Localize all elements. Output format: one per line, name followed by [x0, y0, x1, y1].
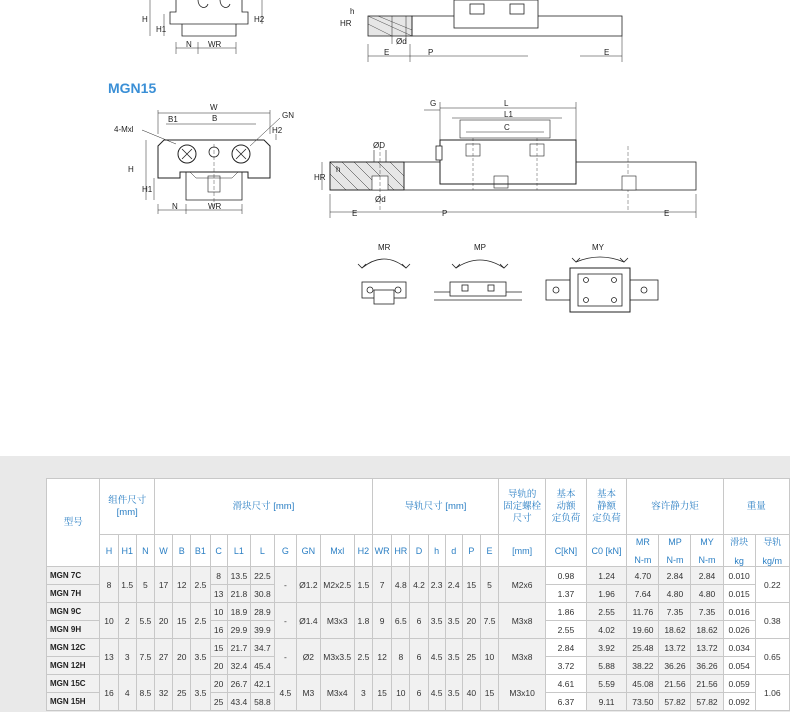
cell-c0kn: 5.59: [586, 675, 627, 693]
cell-ckn: 1.37: [546, 585, 587, 603]
subheader-moment-unit: N-m: [698, 554, 716, 565]
cell-ckn: 2.55: [546, 621, 587, 639]
cell-c: 13: [210, 585, 227, 603]
header-assembly: 组件尺寸 [mm]: [100, 479, 155, 535]
cell-model: MGN 9H: [47, 621, 100, 639]
label-MR: MR: [378, 243, 391, 252]
cell-c: 8: [210, 567, 227, 585]
cell-b1: 3.5: [191, 675, 210, 711]
cell-c: 25: [210, 693, 227, 711]
label-d: Ød: [375, 195, 386, 204]
cell-blk: 0.026: [723, 621, 755, 639]
header-rail: 导轨尺寸 [mm]: [373, 479, 499, 535]
cell-c: 16: [210, 621, 227, 639]
cell-gn: Ø1.4: [297, 603, 321, 639]
cell-hr: 10: [392, 675, 410, 711]
header-moment: 容许静力矩: [627, 479, 723, 535]
subheader-block-6: G: [274, 535, 296, 567]
moment-diagram-mr: [358, 243, 410, 304]
cell-mxl: M3x3: [320, 603, 354, 639]
spec-table-body: [47, 567, 790, 711]
cell-c0kn: 1.24: [586, 567, 627, 585]
cell-w: 32: [154, 675, 172, 711]
cell-l: 45.4: [251, 657, 275, 675]
cell-c: 20: [210, 675, 227, 693]
subheader-row: [47, 535, 790, 567]
cell-ckn: 2.84: [546, 639, 587, 657]
label-N: N: [172, 202, 178, 211]
cell-d: 4.2: [410, 567, 428, 603]
cell-w: 17: [154, 567, 172, 603]
label-C: C: [504, 123, 510, 132]
cell-mr: 73.50: [627, 693, 659, 711]
cell-c: 20: [210, 657, 227, 675]
cell-h: 13: [100, 639, 118, 675]
cell-h: 4.5: [428, 675, 445, 711]
cell-my: 18.62: [691, 621, 723, 639]
cell-mr: 7.64: [627, 585, 659, 603]
cell-ckn: 4.61: [546, 675, 587, 693]
cell-h: 10: [100, 603, 118, 639]
cell-mp: 36.26: [659, 657, 691, 675]
cell-p: 40: [462, 675, 480, 711]
cell-mp: 7.35: [659, 603, 691, 621]
subheader-block-1: B: [173, 535, 191, 567]
cell-h1: 3: [118, 639, 136, 675]
subheader-moment-2: [691, 535, 723, 567]
label-G: G: [430, 99, 437, 108]
spec-table: [46, 478, 790, 711]
cell-n: 8.5: [136, 675, 154, 711]
label-E-left: E: [352, 209, 358, 218]
cell-my: 13.72: [691, 639, 723, 657]
cell-mp: 21.56: [659, 675, 691, 693]
subheader-rail-6: E: [480, 535, 498, 567]
cell-ckn: 3.72: [546, 657, 587, 675]
cell-mxl: M2x2.5: [320, 567, 354, 603]
cell-l1: 21.8: [227, 585, 251, 603]
cell-p: 20: [462, 603, 480, 639]
label-h: h: [350, 7, 355, 16]
subheader-moment-label: MP: [668, 536, 682, 547]
section-title-mgn15: MGN15: [108, 80, 157, 96]
cell-p: 25: [462, 639, 480, 675]
cell-mp: 2.84: [659, 567, 691, 585]
label-L: L: [504, 99, 509, 108]
cell-bolt: M2x6: [499, 567, 546, 603]
cell-n: 7.5: [136, 639, 154, 675]
label-H: H: [142, 15, 148, 24]
subheader-rail-bolt-unit: [mm]: [499, 535, 546, 567]
cell-l: 42.1: [251, 675, 275, 693]
cell-c0kn: 3.92: [586, 639, 627, 657]
label-D: ØD: [373, 141, 385, 150]
cell-b: 15: [173, 603, 191, 639]
cell-bolt: M3x10: [499, 675, 546, 711]
cell-l1: 43.4: [227, 693, 251, 711]
label-WR: WR: [208, 40, 222, 49]
cell-rail-weight: 0.38: [755, 603, 789, 639]
label-d: Ød: [396, 37, 407, 46]
cell-b1: 2.5: [191, 603, 210, 639]
cell-l: 58.8: [251, 693, 275, 711]
label-MP: MP: [474, 243, 486, 252]
cell-g: -: [274, 567, 296, 603]
cell-wr: 7: [373, 567, 392, 603]
cell-ckn: 0.98: [546, 567, 587, 585]
cell-h2: 1.8: [354, 603, 372, 639]
cell-mp: 18.62: [659, 621, 691, 639]
cell-mr: 4.70: [627, 567, 659, 585]
cell-c: 10: [210, 603, 227, 621]
label-P: P: [428, 48, 434, 57]
label-W: W: [210, 103, 218, 112]
cell-wr: 9: [373, 603, 392, 639]
top-front-view: [142, 0, 265, 54]
cell-l1: 21.7: [227, 639, 251, 657]
cell-h2: 1.5: [354, 567, 372, 603]
cell-blk: 0.034: [723, 639, 755, 657]
cell-mr: 38.22: [627, 657, 659, 675]
subheader-rail-5: P: [462, 535, 480, 567]
moment-diagram-mp: [434, 243, 522, 300]
subheader-moment-label: MY: [700, 536, 714, 547]
cell-h: 4.5: [428, 639, 445, 675]
cell-h1: 2: [118, 603, 136, 639]
label-E-right: E: [604, 48, 610, 57]
cell-rail-weight: 1.06: [755, 675, 789, 711]
subheader-weight-unit: kg: [734, 556, 744, 566]
subheader-weight-unit: kg/m: [762, 556, 783, 566]
subheader-block-7: GN: [297, 535, 321, 567]
cell-c0kn: 2.55: [586, 603, 627, 621]
cell-h: 16: [100, 675, 118, 711]
label-H1: H1: [142, 185, 153, 194]
cell-h1: 1.5: [118, 567, 136, 603]
subheader-block-5: L: [251, 535, 275, 567]
moment-diagram-my: [546, 243, 658, 312]
cell-mr: 11.76: [627, 603, 659, 621]
cell-blk: 0.010: [723, 567, 755, 585]
cell-p: 15: [462, 567, 480, 603]
cell-rail-weight: 0.65: [755, 639, 789, 675]
cell-mxl: M3x3.5: [320, 639, 354, 675]
cell-d: 6: [410, 675, 428, 711]
cell-my: 7.35: [691, 603, 723, 621]
cell-d: 6: [410, 603, 428, 639]
cell-mr: 45.08: [627, 675, 659, 693]
subheader-moment-label: MR: [635, 536, 650, 547]
cell-l1: 29.9: [227, 621, 251, 639]
cell-c0kn: 9.11: [586, 693, 627, 711]
cell-ckn: 1.86: [546, 603, 587, 621]
top-side-view: [340, 0, 622, 62]
label-H1: H1: [156, 25, 167, 34]
subheader-static-unit: C0 [kN]: [586, 535, 627, 567]
cell-gn: Ø1.2: [297, 567, 321, 603]
cell-l: 30.8: [251, 585, 275, 603]
cell-e: 7.5: [480, 603, 498, 639]
cell-wr: 15: [373, 675, 392, 711]
cell-l1: 13.5: [227, 567, 251, 585]
subheader-moment-unit: N-m: [666, 554, 684, 565]
label-MY: MY: [592, 243, 604, 252]
header-dynamic-load: 基本 动额 定负荷: [546, 479, 587, 535]
cell-d: 3.5: [445, 639, 462, 675]
cell-blk: 0.015: [723, 585, 755, 603]
subheader-moment-0: [627, 535, 659, 567]
cell-model: MGN 15C: [47, 675, 100, 693]
mgn15-side-view: [314, 99, 696, 218]
spec-table-panel: [0, 456, 790, 712]
subheader-block-3: C: [210, 535, 227, 567]
cell-g: -: [274, 639, 296, 675]
cell-c0kn: 4.02: [586, 621, 627, 639]
cell-mp: 4.80: [659, 585, 691, 603]
cell-model: MGN 7H: [47, 585, 100, 603]
cell-bolt: M3x8: [499, 639, 546, 675]
header-static-load: 基本 静额 定负荷: [586, 479, 627, 535]
subheader-weight-1: [755, 535, 789, 567]
subheader-block-4: L1: [227, 535, 251, 567]
cell-model: MGN 15H: [47, 693, 100, 711]
cell-g: -: [274, 603, 296, 639]
cell-my: 21.56: [691, 675, 723, 693]
label-H: H: [128, 165, 134, 174]
cell-blk: 0.016: [723, 603, 755, 621]
cell-my: 2.84: [691, 567, 723, 585]
cell-e: 10: [480, 639, 498, 675]
header-block: 滑块尺寸 [mm]: [154, 479, 372, 535]
subheader-block-0: W: [154, 535, 172, 567]
cell-my: 57.82: [691, 693, 723, 711]
cell-model: MGN 9C: [47, 603, 100, 621]
header-rail-bolt: 导轨的 固定螺栓 尺寸: [499, 479, 546, 535]
mgn15-front-view: [114, 103, 294, 214]
table-row: [47, 639, 790, 657]
subheader-assembly-1: H1: [118, 535, 136, 567]
cell-model: MGN 12C: [47, 639, 100, 657]
cell-b: 25: [173, 675, 191, 711]
label-E-left: E: [384, 48, 390, 57]
subheader-rail-0: WR: [373, 535, 392, 567]
cell-c0kn: 5.88: [586, 657, 627, 675]
table-row: [47, 567, 790, 585]
cell-blk: 0.092: [723, 693, 755, 711]
cell-hr: 8: [392, 639, 410, 675]
subheader-moment-unit: N-m: [634, 554, 652, 565]
cell-gn: Ø2: [297, 639, 321, 675]
cell-l: 22.5: [251, 567, 275, 585]
cell-h2: 3: [354, 675, 372, 711]
table-row: [47, 675, 790, 693]
cell-g: 4.5: [274, 675, 296, 711]
subheader-rail-2: D: [410, 535, 428, 567]
label-E-right: E: [664, 209, 670, 218]
subheader-assembly-2: N: [136, 535, 154, 567]
label-N: N: [186, 40, 192, 49]
cell-hr: 4.8: [392, 567, 410, 603]
subheader-block-9: H2: [354, 535, 372, 567]
cell-l: 28.9: [251, 603, 275, 621]
cell-mr: 19.60: [627, 621, 659, 639]
cell-my: 4.80: [691, 585, 723, 603]
cell-mp: 57.82: [659, 693, 691, 711]
cell-l1: 32.4: [227, 657, 251, 675]
subheader-weight-0: [723, 535, 755, 567]
cell-d: 3.5: [445, 603, 462, 639]
label-GN: GN: [282, 111, 294, 120]
header-model: 型号: [47, 479, 100, 567]
label-B: B: [212, 114, 218, 123]
label-Mxl: 4-Mxl: [114, 125, 134, 134]
label-B1: B1: [168, 115, 178, 124]
cell-n: 5: [136, 567, 154, 603]
cell-model: MGN 12H: [47, 657, 100, 675]
cell-hr: 6.5: [392, 603, 410, 639]
cell-blk: 0.054: [723, 657, 755, 675]
cell-l: 39.9: [251, 621, 275, 639]
cell-mp: 13.72: [659, 639, 691, 657]
cell-wr: 12: [373, 639, 392, 675]
label-H2: H2: [254, 15, 265, 24]
cell-c0kn: 1.96: [586, 585, 627, 603]
subheader-rail-1: HR: [392, 535, 410, 567]
label-HR: HR: [340, 19, 352, 28]
cell-l1: 18.9: [227, 603, 251, 621]
cell-blk: 0.059: [723, 675, 755, 693]
cell-my: 36.26: [691, 657, 723, 675]
subheader-assembly-0: H: [100, 535, 118, 567]
cell-b1: 2.5: [191, 567, 210, 603]
cell-h: 2.3: [428, 567, 445, 603]
cell-c: 15: [210, 639, 227, 657]
cell-b: 12: [173, 567, 191, 603]
cell-h: 8: [100, 567, 118, 603]
cell-h: 3.5: [428, 603, 445, 639]
cell-b: 20: [173, 639, 191, 675]
subheader-dynamic-unit: C[kN]: [546, 535, 587, 567]
cell-ckn: 6.37: [546, 693, 587, 711]
cell-l: 34.7: [251, 639, 275, 657]
label-P: P: [442, 209, 448, 218]
subheader-weight-label: 导轨: [763, 537, 782, 547]
cell-b1: 3.5: [191, 639, 210, 675]
cell-w: 20: [154, 603, 172, 639]
cell-h1: 4: [118, 675, 136, 711]
cell-bolt: M3x8: [499, 603, 546, 639]
table-row: [47, 603, 790, 621]
cell-model: MGN 7C: [47, 567, 100, 585]
cell-d: 6: [410, 639, 428, 675]
cell-n: 5.5: [136, 603, 154, 639]
subheader-block-8: Mxl: [320, 535, 354, 567]
cell-l1: 26.7: [227, 675, 251, 693]
cell-gn: M3: [297, 675, 321, 711]
cell-rail-weight: 0.22: [755, 567, 789, 603]
label-H2: H2: [272, 126, 283, 135]
label-HR: HR: [314, 173, 326, 182]
label-L1: L1: [504, 110, 513, 119]
cell-w: 27: [154, 639, 172, 675]
cell-e: 5: [480, 567, 498, 603]
subheader-weight-label: 滑块: [730, 537, 749, 547]
subheader-rail-3: h: [428, 535, 445, 567]
header-weight: 重量: [723, 479, 789, 535]
label-h: h: [336, 165, 341, 174]
subheader-moment-1: [659, 535, 691, 567]
subheader-block-2: B1: [191, 535, 210, 567]
subheader-rail-4: d: [445, 535, 462, 567]
cell-d: 3.5: [445, 675, 462, 711]
cell-mr: 25.48: [627, 639, 659, 657]
cell-mxl: M3x4: [320, 675, 354, 711]
cell-e: 15: [480, 675, 498, 711]
cell-h2: 2.5: [354, 639, 372, 675]
cell-d: 2.4: [445, 567, 462, 603]
label-WR: WR: [208, 202, 222, 211]
